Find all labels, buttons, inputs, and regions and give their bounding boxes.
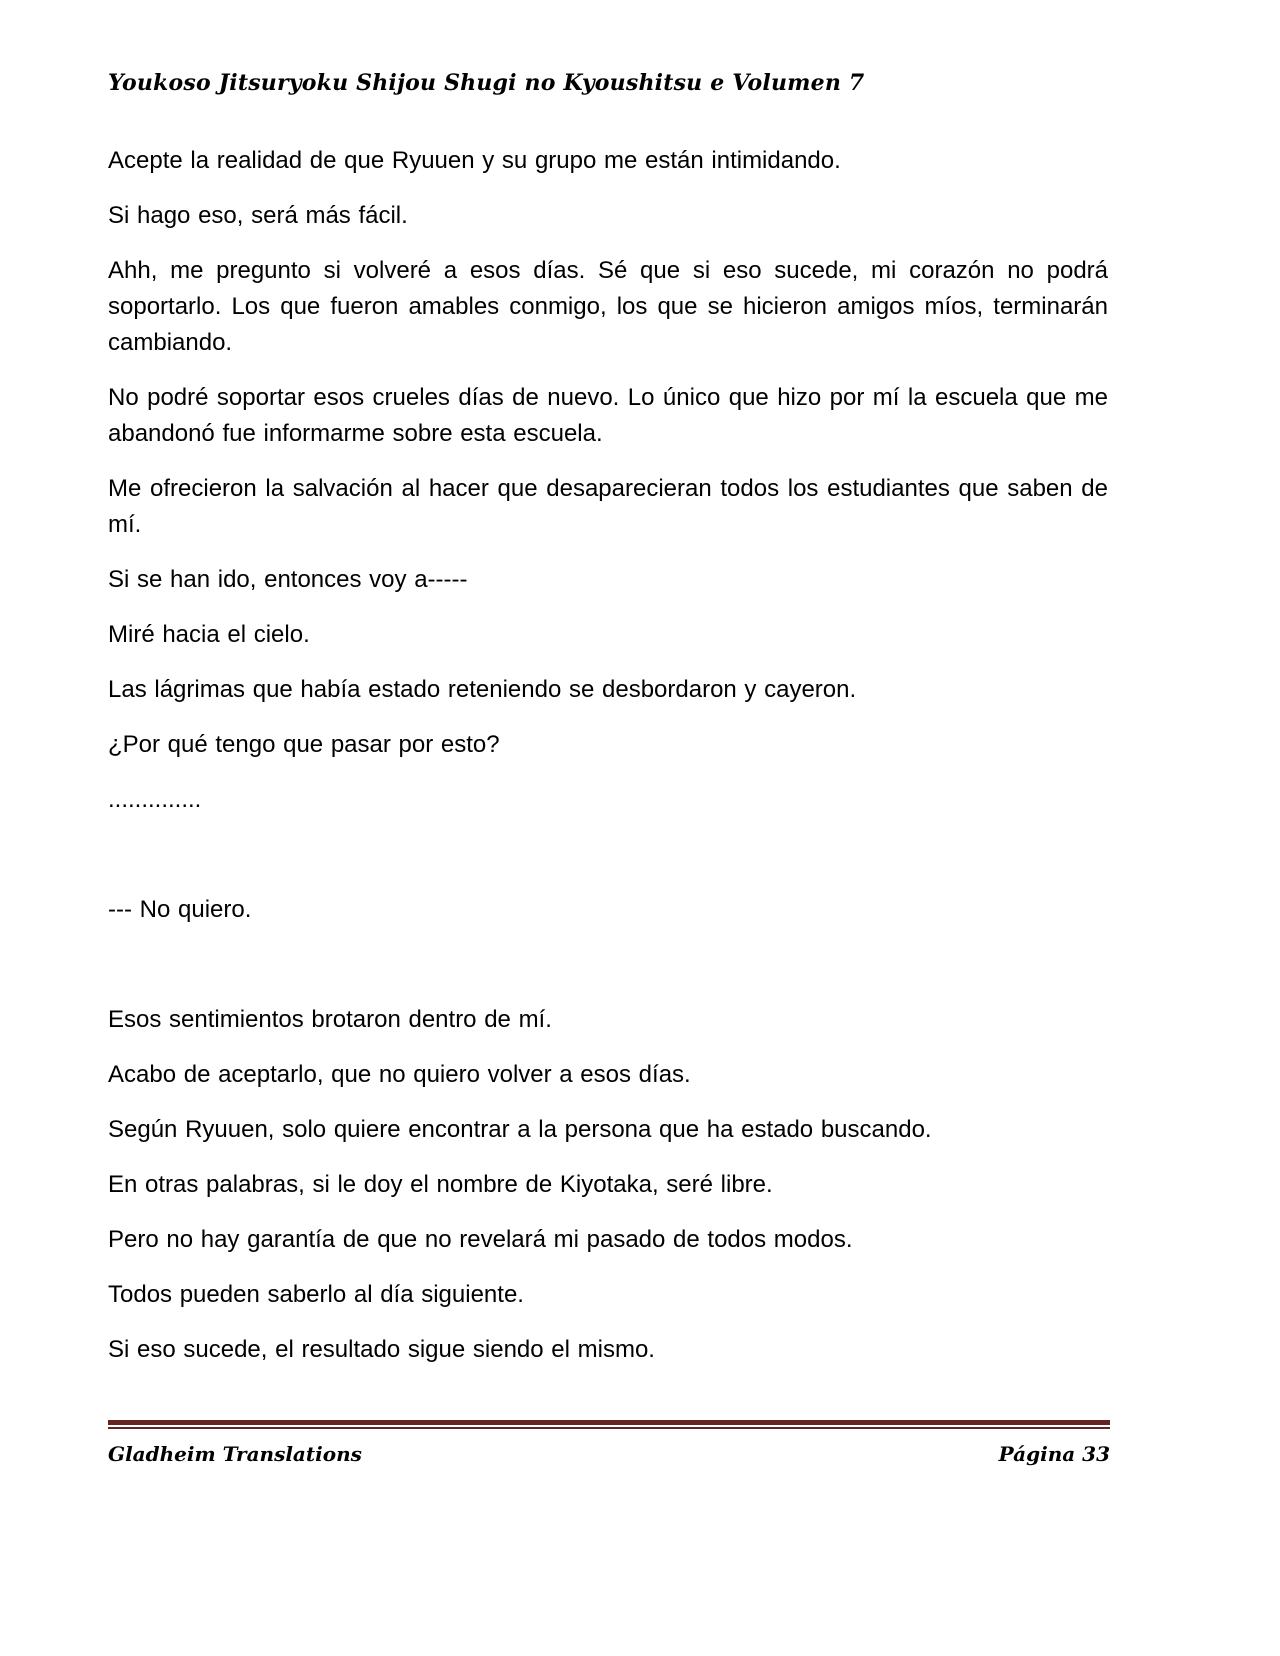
paragraph: Esos sentimientos brotaron dentro de mí. [108,1006,552,1033]
paragraph: En otras palabras, si le doy el nombre de Kiyotaka, seré libre. [108,1171,773,1198]
paragraph: Acepte la realidad de que Ryuuen y su grupo me están intimidando. [108,147,841,174]
footer-rule [108,1420,1110,1429]
page-header [108,70,1110,96]
paragraph: Ahh, me pregunto si volveré a esos días. Sé que si eso sucede, mi corazón no podrá soportarlo. Los que fueron amables conmigo, los que se hicieron amigos míos, terminarán cambiando. [108,257,1108,356]
paragraph: Si hago eso, será más fácil. [108,202,408,229]
paragraph: --- No quiero. [108,896,252,923]
paragraph: Me ofrecieron la salvación al hacer que desaparecieran todos los estudiantes que saben de mí. [108,475,1108,538]
page-footer [108,1420,1110,1466]
paragraph: Pero no hay garantía de que no revelará mi pasado de todos modos. [108,1226,853,1253]
header-title: Youkoso Jitsuryoku Shijou Shugi no Kyoushitsu e Volumen 7 [108,70,865,96]
paragraph: Miré hacia el cielo. [108,621,310,648]
footer-rule-thick [108,1420,1110,1425]
paragraph: Todos pueden saberlo al día siguiente. [108,1281,524,1308]
paragraph [108,947,1108,983]
paragraph [108,837,1108,873]
paragraphs [108,143,1108,1387]
paragraph: Si se han ido, entonces voy a----- [108,566,468,593]
paragraph: Las lágrimas que había estado reteniendo se desbordaron y cayeron. [108,676,857,703]
paragraph: .............. [108,786,202,813]
paragraph: Si eso sucede, el resultado sigue siendo el mismo. [108,1336,655,1363]
footer-translator: Gladheim Translations [108,1442,362,1466]
paragraph: No podré soportar esos crueles días de nuevo. Lo único que hizo por mí la escuela que me abandonó fue informarme sobre esta escuela. [108,384,1108,447]
footer-rule-thin [108,1427,1110,1429]
footer-page-number: Página 33 [998,1442,1110,1466]
paragraph: Acabo de aceptarlo, que no quiero volver a esos días. [108,1061,691,1088]
footer-row [108,1442,1110,1466]
paragraph: ¿Por qué tengo que pasar por esto? [108,731,500,758]
paragraph: Según Ryuuen, solo quiere encontrar a la persona que ha estado buscando. [108,1116,932,1143]
